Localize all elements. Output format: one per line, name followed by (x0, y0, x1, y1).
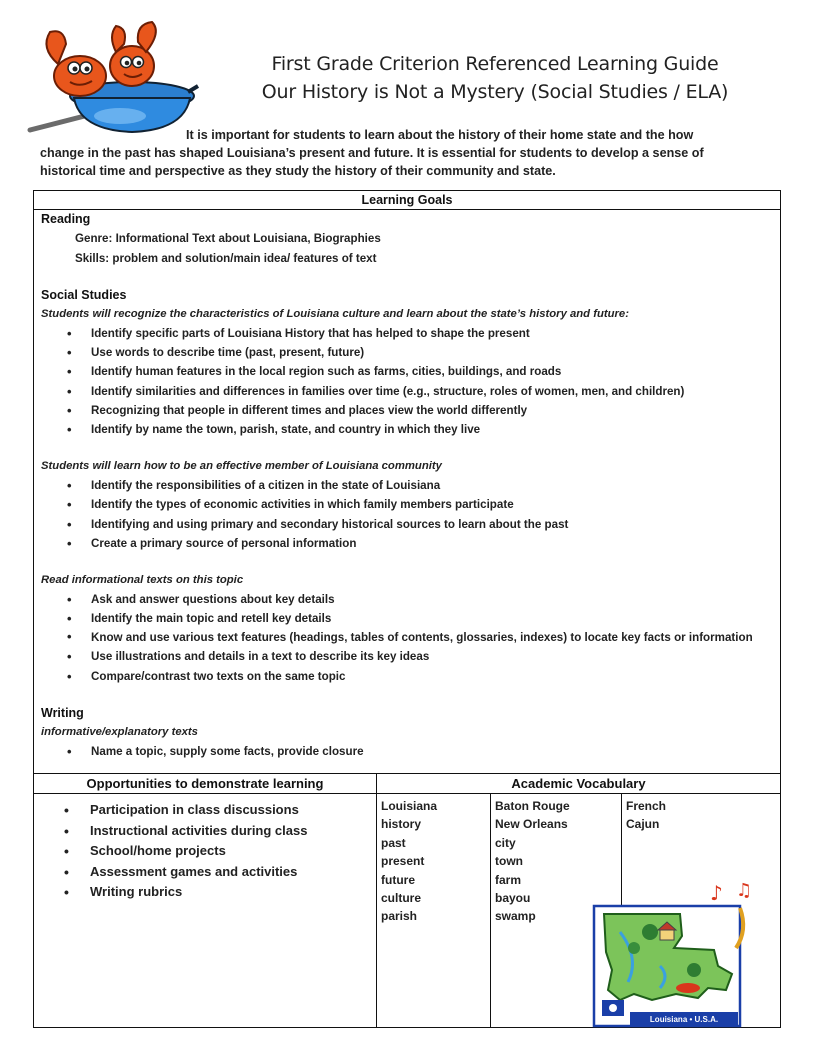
svg-text:♫: ♫ (736, 880, 753, 901)
vocab-word: history (381, 817, 422, 832)
list-item: • School/home projects (34, 841, 376, 862)
title-line-1: First Grade Criterion Referenced Learning Guide (271, 53, 719, 75)
opportunities-section (34, 774, 377, 1028)
reading-skills: Skills: problem and solution/main idea/ features of text (75, 251, 377, 265)
title-line-2: Our History is Not a Mystery (Social Studies / ELA) (261, 81, 729, 103)
reading-heading: Reading (41, 212, 91, 226)
list-item: • Know and use various text features (headings, tables of contents, glossaries, indexes) to locate key facts or information (41, 628, 780, 647)
writing-section (41, 704, 780, 761)
list-item: • Identify similarities and differences in families over time (e.g., structure, roles of women, men, and children) (41, 382, 780, 401)
list-item: • Participation in class discussions (34, 800, 376, 821)
vocab-word: swamp (495, 909, 536, 924)
list-item: • Identify by name the town, parish, state, and country in which they live (41, 420, 780, 439)
reading-genre: Genre: Informational Text about Louisiana, Biographies (75, 232, 381, 245)
learning-goals-heading: Learning Goals (34, 191, 780, 210)
vocab-word: French (626, 799, 667, 813)
writing-intro: informative/explanatory texts (41, 725, 198, 738)
list-item: • Use illustrations and details in a text to describe its key ideas (41, 647, 780, 666)
social-studies-list-2 (41, 476, 780, 553)
vocabulary-heading: Academic Vocabulary (377, 774, 780, 794)
vocab-word: city (495, 835, 516, 850)
list-item: • Compare/contrast two texts on the same topic (41, 667, 780, 686)
social-studies-list-1 (41, 324, 780, 439)
vocab-word: bayou (495, 891, 531, 906)
social-studies-intro-2: Students will learn how to be an effective member of Louisiana community (41, 460, 442, 473)
opportunities-list (34, 800, 376, 903)
crawfish-pot-icon (20, 18, 200, 138)
social-studies-list-3 (41, 590, 780, 686)
writing-list (41, 742, 780, 761)
intro-paragraph (40, 126, 780, 180)
list-item: • Writing rubrics (34, 882, 376, 903)
social-studies-section (41, 286, 780, 686)
social-studies-intro-1: Students will recognize the characteristics of Louisiana culture and learn about the state’s history and future: (41, 308, 629, 320)
map-caption: Louisiana • U.S.A. (649, 1015, 719, 1024)
list-item: • Recognizing that people in different times and places view the world differently (41, 401, 780, 420)
vocabulary-column-1 (377, 794, 491, 1028)
intro-line-2: change in the past has shaped Louisiana’s present and future. It is essential for students to develop a sense of (40, 146, 704, 160)
vocab-word: culture (381, 891, 422, 906)
vocab-word: past (381, 835, 406, 850)
list-item: • Assessment games and activities (34, 862, 376, 883)
vocab-word: present (381, 854, 425, 869)
opportunities-heading: Opportunities to demonstrate learning (34, 774, 376, 794)
list-item: • Create a primary source of personal information (41, 534, 780, 553)
list-item: • Identify specific parts of Louisiana History that has helped to shape the present (41, 324, 780, 343)
louisiana-map-icon (590, 878, 770, 1028)
list-item: • Identify the responsibilities of a citizen in the state of Louisiana (41, 476, 780, 495)
social-studies-intro-3: Read informational texts on this topic (41, 574, 244, 587)
svg-text:♪: ♪ (710, 881, 723, 905)
list-item: • Identify the types of economic activities in which family members participate (41, 495, 780, 514)
intro-line-1: It is important for students to learn about the history of their home state and the how (186, 128, 694, 142)
vocab-word: Louisiana (381, 799, 438, 813)
vocab-word: New Orleans (495, 817, 568, 832)
reading-section (41, 210, 780, 268)
list-item: • Ask and answer questions about key details (41, 590, 780, 609)
page-title (200, 50, 790, 106)
list-item: • Identify human features in the local region such as farms, cities, buildings, and roads (41, 362, 780, 381)
list-item: • Use words to describe time (past, present, future) (41, 343, 780, 362)
vocab-word: Cajun (626, 817, 660, 832)
writing-heading: Writing (41, 705, 84, 720)
vocab-word: parish (381, 909, 418, 924)
vocab-word: future (381, 872, 415, 887)
vocab-word: Baton Rouge (495, 799, 570, 813)
list-item: • Identifying and using primary and secondary historical sources to learn about the past (41, 515, 780, 534)
list-item: • Name a topic, supply some facts, provide closure (41, 742, 780, 761)
list-item: • Identify the main topic and retell key details (41, 609, 780, 628)
social-studies-heading: Social Studies (41, 288, 127, 302)
intro-line-3: historical time and perspective as they study the history of their community and state. (40, 164, 556, 178)
list-item: • Instructional activities during class (34, 821, 376, 842)
learning-goals-section (34, 191, 780, 771)
vocab-word: farm (495, 872, 522, 887)
vocab-word: town (495, 854, 523, 869)
